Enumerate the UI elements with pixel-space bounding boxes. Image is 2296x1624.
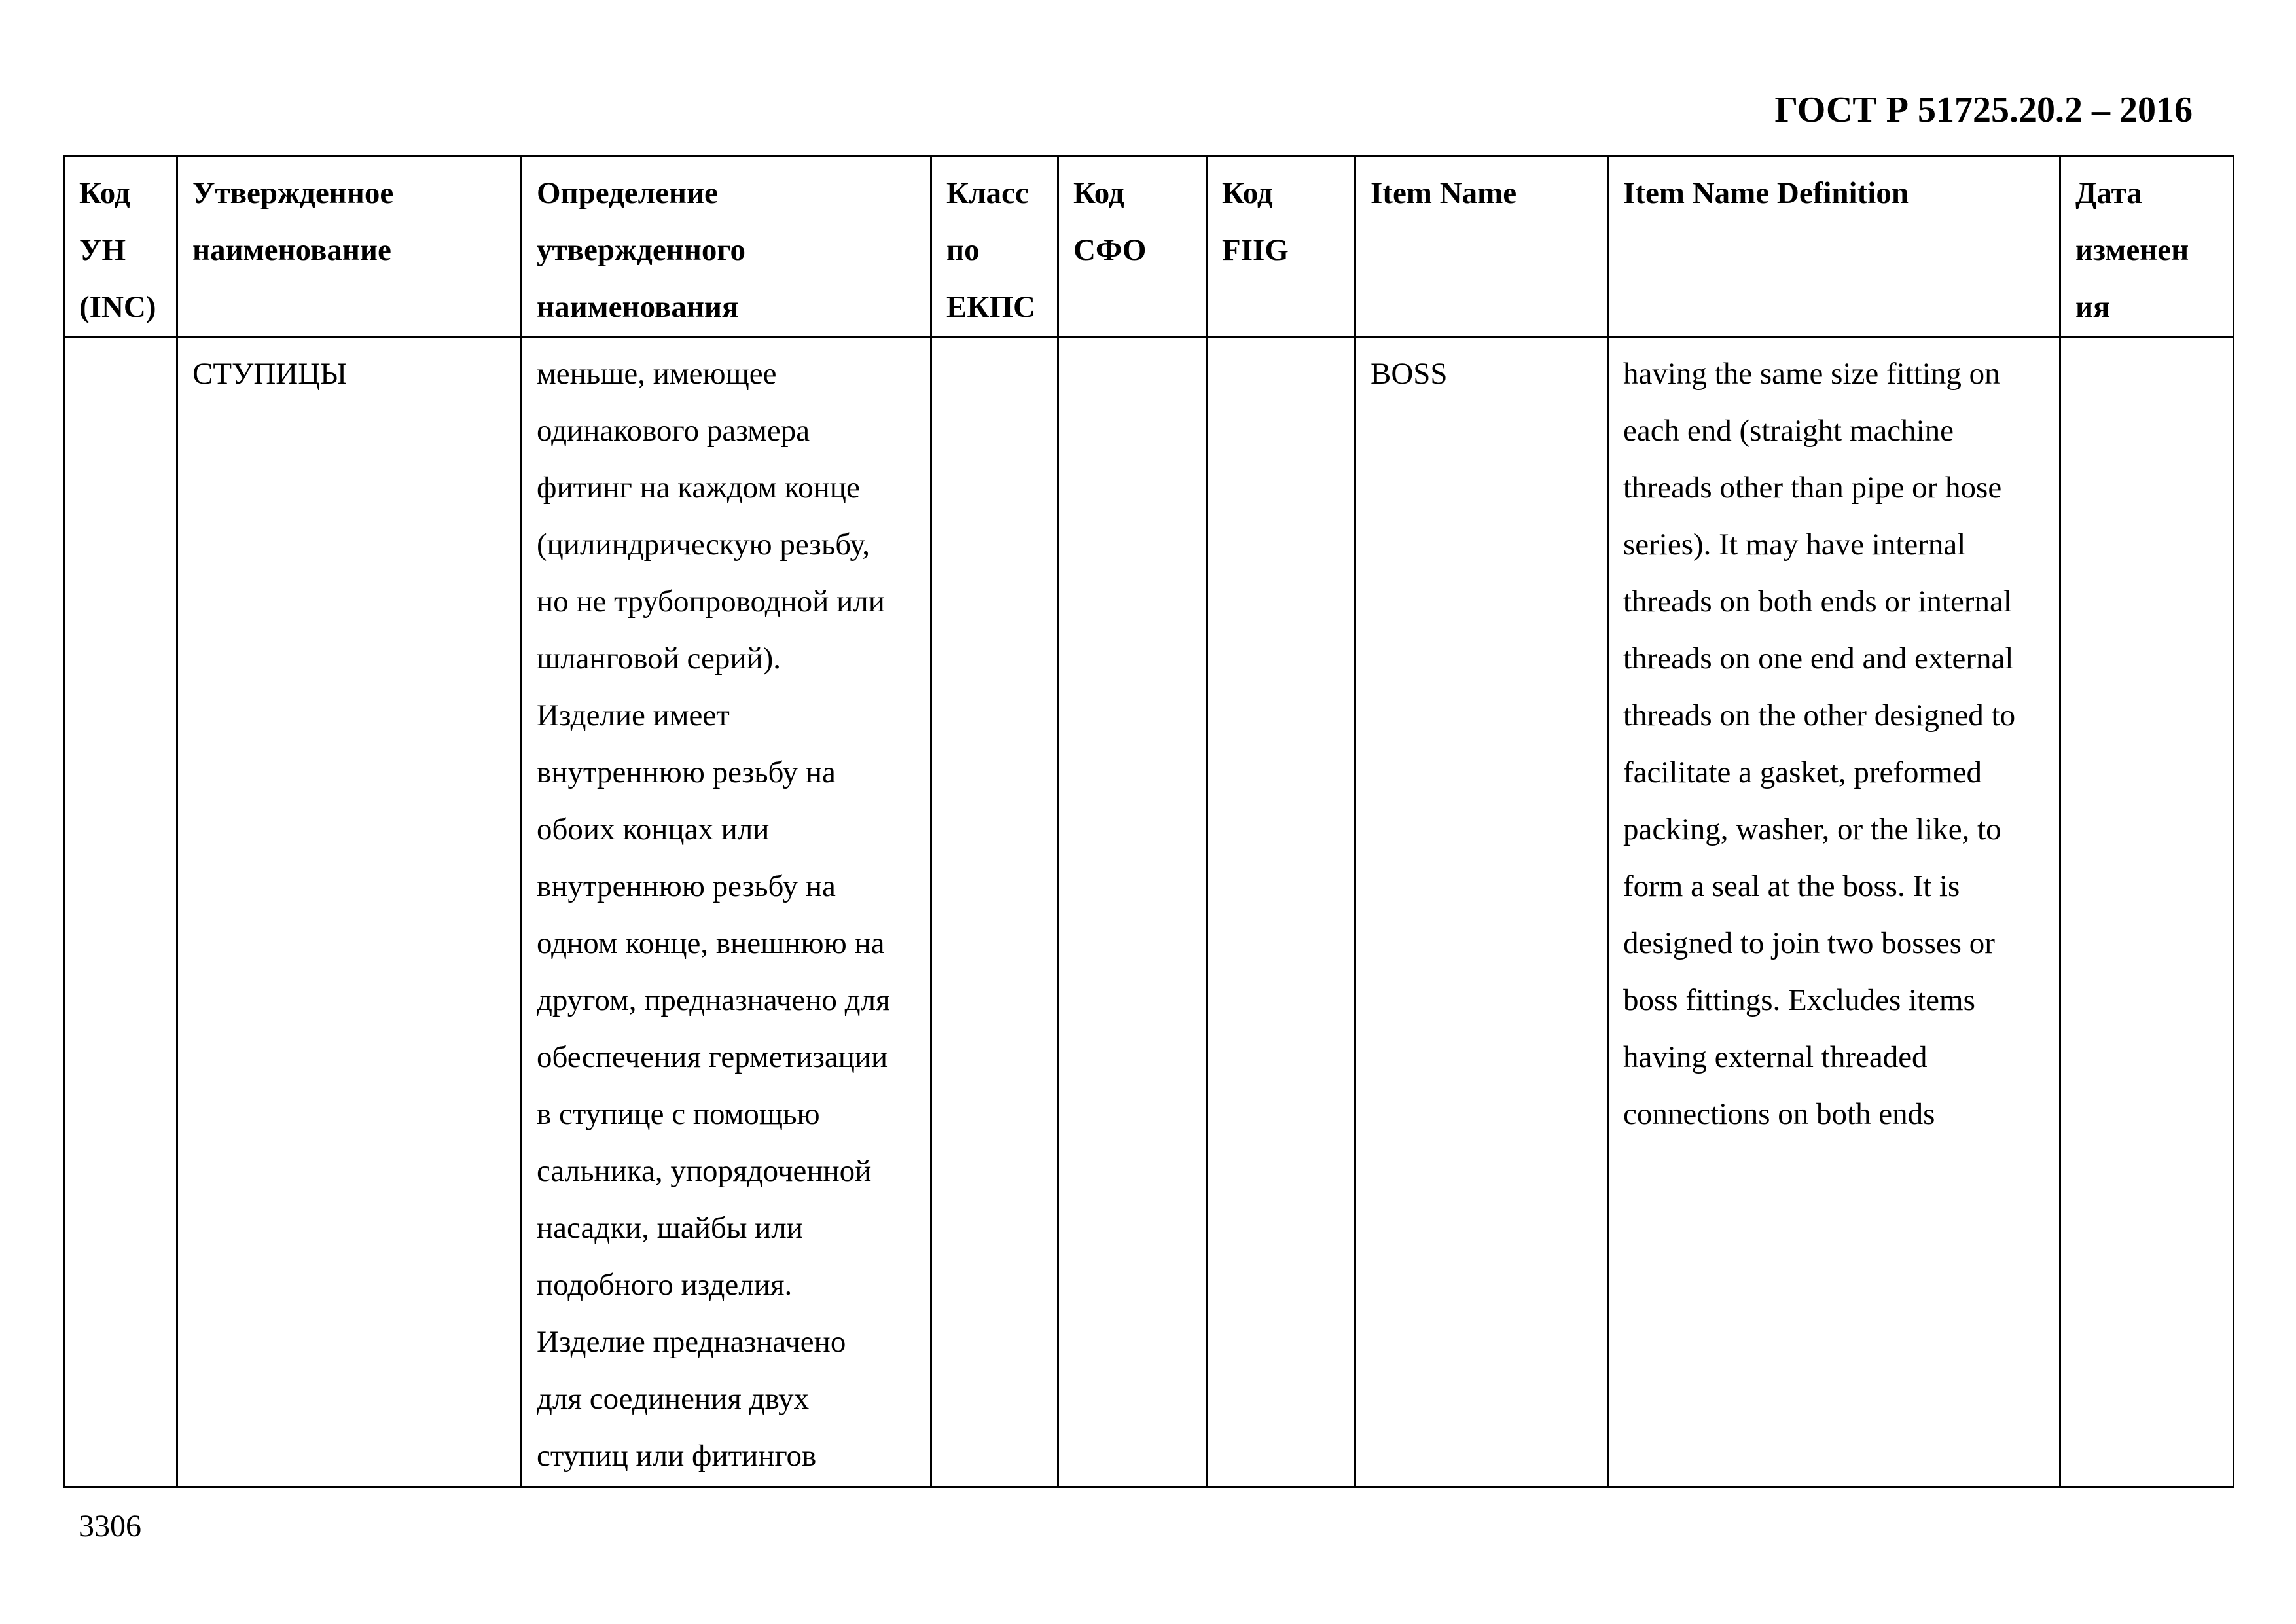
cell-change-date [2060,337,2234,1487]
header-inc-code: Код УН (INC) [64,156,177,337]
header-item-name: Item Name [1355,156,1608,337]
cell-item-name-definition: having the same size fitting on each end (straight machine threads other than pipe or hose series). It may have internal threads on both ends or internal threads on one end and external threads on the other designed to facilitate a gasket, preformed packing, washer, or the like, to form a seal at the boss. It is designed to join two bosses or boss fittings. Excludes items having external threaded connections on both ends [1608,337,2060,1487]
header-item-name-definition: Item Name Definition [1608,156,2060,337]
page-number: 3306 [79,1509,141,1543]
cell-approved-name: СТУПИЦЫ [177,337,522,1487]
header-approved-name: Утвержденное наименование [177,156,522,337]
table-header-row [64,156,2234,337]
cell-name-definition: меньше, имеющее одинакового размера фитинг на каждом конце (цилиндрическую резьбу, но не трубопроводной или шланговой серий). Изделие имеет внутреннюю резьбу на обоих концах или внутреннюю резьбу на одном конце, внешнюю на другом, предназначено для обеспечения герметизации в ступице с помощью сальника, упорядоченной насадки, шайбы или подобного изделия. Изделие предназначено для соединения двух ступиц или фитингов [522,337,931,1487]
header-name-definition: Определение утвержденного наименования [522,156,931,337]
cell-sfo-code [1058,337,1207,1487]
header-fiig-code: Код FIIG [1207,156,1355,337]
header-change-date: Дата изменен ия [2060,156,2234,337]
cell-ekps-class [931,337,1058,1487]
header-ekps-class: Класс по ЕКПС [931,156,1058,337]
document-standard-id: ГОСТ Р 51725.20.2 – 2016 [1774,90,2193,130]
cell-item-name: BOSS [1355,337,1608,1487]
table-row [64,337,2234,1487]
cell-inc-code [64,337,177,1487]
cell-fiig-code [1207,337,1355,1487]
header-sfo-code: Код СФО [1058,156,1207,337]
classification-table [63,155,2234,1488]
